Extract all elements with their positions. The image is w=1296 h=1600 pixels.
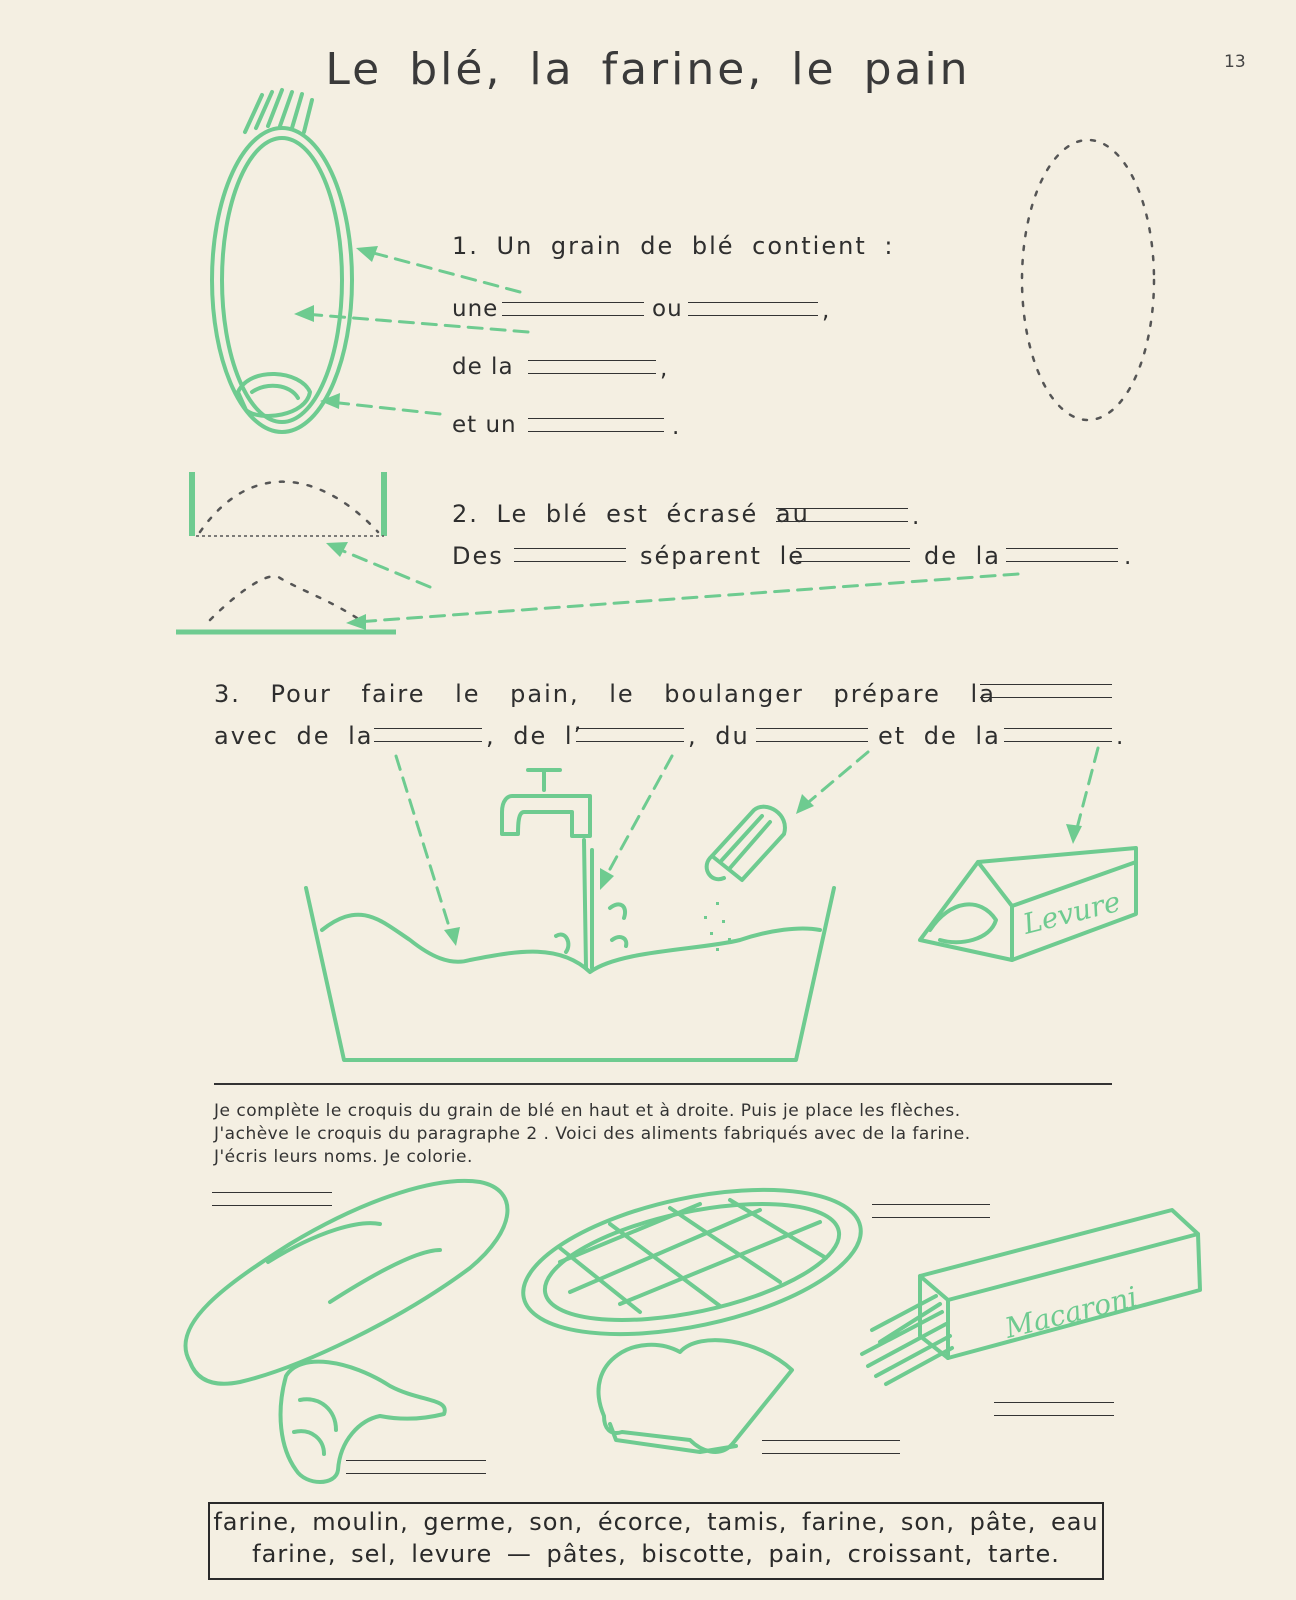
page-number: 13 xyxy=(1224,52,1246,72)
instruction-line: J'achève le croquis du paragraphe 2 . Voici des aliments fabriqués avec de la farine. xyxy=(214,1124,971,1144)
blank-farine-2[interactable] xyxy=(1006,548,1118,562)
section1-line2-end: , xyxy=(660,356,669,382)
instruction-line: J'écris leurs noms. Je colorie. xyxy=(214,1147,473,1167)
section3-line2-start: avec de la xyxy=(214,722,374,750)
section2-line1-start: 2. Le blé est écrasé au xyxy=(452,500,810,528)
section2-line2-end: . xyxy=(1124,544,1133,570)
section2-line2-mid1: séparent le xyxy=(640,542,805,570)
section1-line2-start: de la xyxy=(452,354,514,380)
word-bank-line: farine, sel, levure — pâtes, biscotte, pain, croissant, tarte. xyxy=(252,1540,1060,1568)
blank-food-baguette[interactable] xyxy=(212,1192,332,1206)
section2-line2-start: Des xyxy=(452,542,504,570)
tart-drawing xyxy=(510,1164,873,1361)
instruction-line: Je complète le croquis du grain de blé en haut et à droite. Puis je place les flèches. xyxy=(214,1101,961,1121)
ingredient-arrows xyxy=(396,752,868,946)
section3-line2-mid3: et de la xyxy=(878,722,1001,750)
salt-shaker-drawing xyxy=(704,807,785,951)
section1-line3-start: et un xyxy=(452,412,517,438)
blank-tamis[interactable] xyxy=(514,548,626,562)
blank-moulin[interactable] xyxy=(776,508,908,522)
page-title: Le blé, la farine, le pain xyxy=(325,44,971,95)
grain-sketch-outline xyxy=(1022,140,1154,420)
macaroni-box-drawing xyxy=(862,1210,1200,1384)
section1-heading: 1. Un grain de blé contient : xyxy=(452,232,895,260)
section2-line2-mid2: de la xyxy=(924,542,1002,570)
section2-line1-end: . xyxy=(912,504,921,530)
blank-ecorce[interactable] xyxy=(502,302,644,316)
blank-son-2[interactable] xyxy=(796,548,910,562)
section3-line2-end: . xyxy=(1116,724,1125,750)
section3-line2-mid2: , du xyxy=(688,722,750,750)
blank-germe[interactable] xyxy=(528,418,664,432)
instructions xyxy=(214,1100,1094,1169)
blank-levure[interactable] xyxy=(1004,728,1112,742)
blank-farine[interactable] xyxy=(528,360,656,374)
section3-line2-mid1: , de l’ xyxy=(486,722,584,750)
word-bank-line: farine, moulin, germe, son, écorce, tamis, farine, son, pâte, eau xyxy=(213,1508,1099,1536)
section1-line3-end: . xyxy=(672,414,681,440)
blank-farine-3[interactable] xyxy=(374,728,482,742)
biscotte-drawing xyxy=(599,1340,792,1452)
wheat-grain-drawing xyxy=(212,90,352,432)
word-bank xyxy=(208,1502,1104,1580)
blank-food-biscotte[interactable] xyxy=(762,1440,900,1454)
bowl-with-flour xyxy=(306,888,834,1060)
faucet-drawing xyxy=(502,770,626,968)
blank-eau[interactable] xyxy=(576,728,684,742)
yeast-box-label: Levure xyxy=(1019,884,1124,941)
blank-food-tart[interactable] xyxy=(872,1204,990,1218)
baguette-drawing xyxy=(185,1181,507,1384)
section1-line1-end: , xyxy=(822,298,831,324)
yeast-box-drawing xyxy=(920,748,1136,960)
blank-sel[interactable] xyxy=(756,728,868,742)
blank-food-pasta[interactable] xyxy=(994,1402,1114,1416)
blank-pate[interactable] xyxy=(980,684,1112,698)
blank-food-croissant[interactable] xyxy=(346,1460,486,1474)
macaroni-box-label: Macaroni xyxy=(1001,1280,1141,1345)
section1-line1-mid: ou xyxy=(652,296,683,322)
section3-line1: 3. Pour faire le pain, le boulanger prépare la xyxy=(214,680,996,708)
section1-line1-start: une xyxy=(452,296,499,322)
blank-son[interactable] xyxy=(688,302,818,316)
